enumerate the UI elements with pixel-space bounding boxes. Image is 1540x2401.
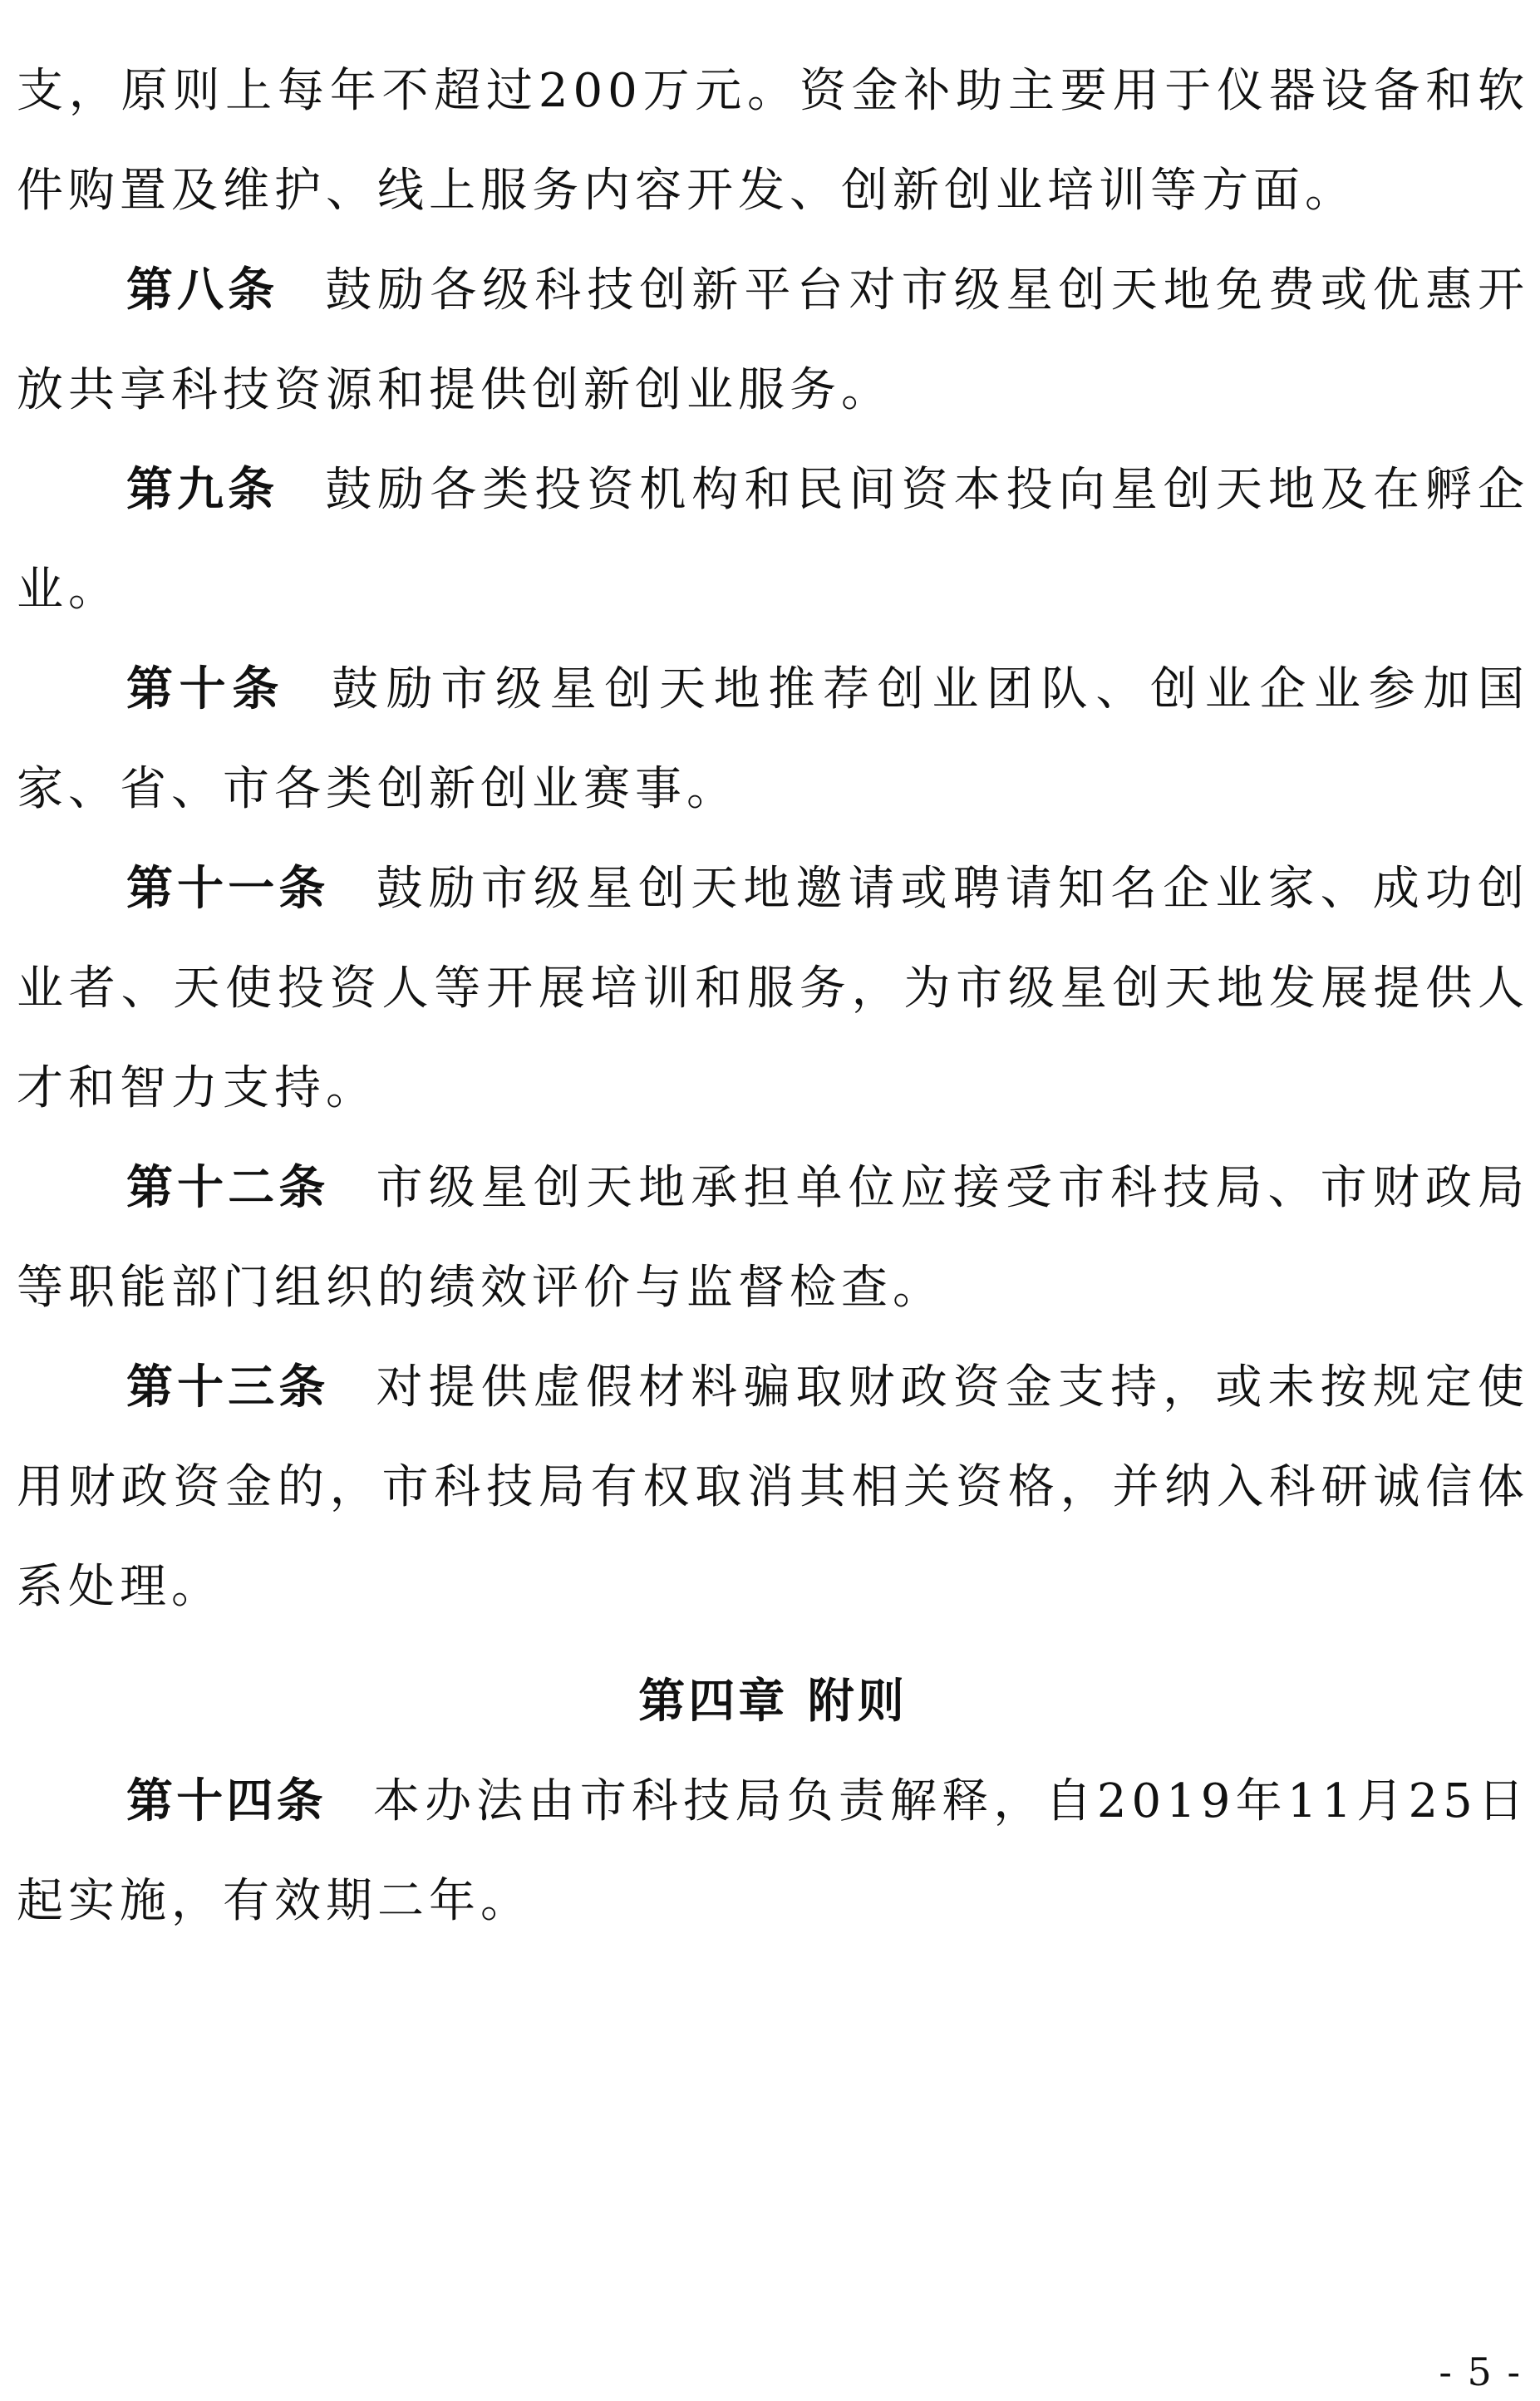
article-label: 第八条 (126, 263, 279, 317)
article-label: 第十三条 (126, 1360, 330, 1415)
article-text: 鼓励各类投资机构和民间资本投向星创天地及在孵企业。 (17, 463, 1530, 617)
document-body (17, 42, 1529, 1951)
article-text: 市级星创天地承担单位应接受市科技局、市财政局等职能部门组织的绩效评价与监督检查。 (17, 1161, 1530, 1315)
article-label: 第十四条 (126, 1774, 327, 1828)
page-number: - 5 - (1439, 2349, 1522, 2394)
continuation-paragraph (17, 42, 1529, 241)
article-label: 第十二条 (126, 1161, 330, 1215)
article-12 (17, 1139, 1529, 1338)
article-11 (17, 839, 1529, 1139)
article-14 (17, 1752, 1529, 1951)
article-label: 第十条 (126, 662, 285, 716)
continuation-text: 支，原则上每年不超过200万元。资金补助主要用于仪器设备和软件购置及维护、线上服务内容开发、创新创业培训等方面。 (17, 64, 1529, 218)
article-13 (17, 1338, 1529, 1637)
article-label: 第九条 (126, 463, 279, 517)
chapter-title: 第四章 附则 (638, 1675, 908, 1729)
article-9 (17, 440, 1529, 640)
article-text: 对提供虚假材料骗取财政资金支持，或未按规定使用财政资金的，市科技局有权取消其相关资格，并纳入科研诚信体系处理。 (17, 1360, 1530, 1614)
article-text: 鼓励各级科技创新平台对市级星创天地免费或优惠开放共享科技资源和提供创新创业服务。 (17, 263, 1530, 417)
article-text: 鼓励市级星创天地推荐创业团队、创业企业参加国家、省、市各类创新创业赛事。 (17, 662, 1529, 816)
article-text: 本办法由市科技局负责解释，自2019年11月25日起实施，有效期二年。 (17, 1774, 1530, 1928)
article-text: 鼓励市级星创天地邀请或聘请知名企业家、成功创业者、天使投资人等开展培训和服务，为市级星创天地发展提供人才和智力支持。 (17, 862, 1530, 1115)
article-label: 第十一条 (126, 862, 330, 916)
article-10 (17, 640, 1529, 839)
article-8 (17, 241, 1529, 440)
